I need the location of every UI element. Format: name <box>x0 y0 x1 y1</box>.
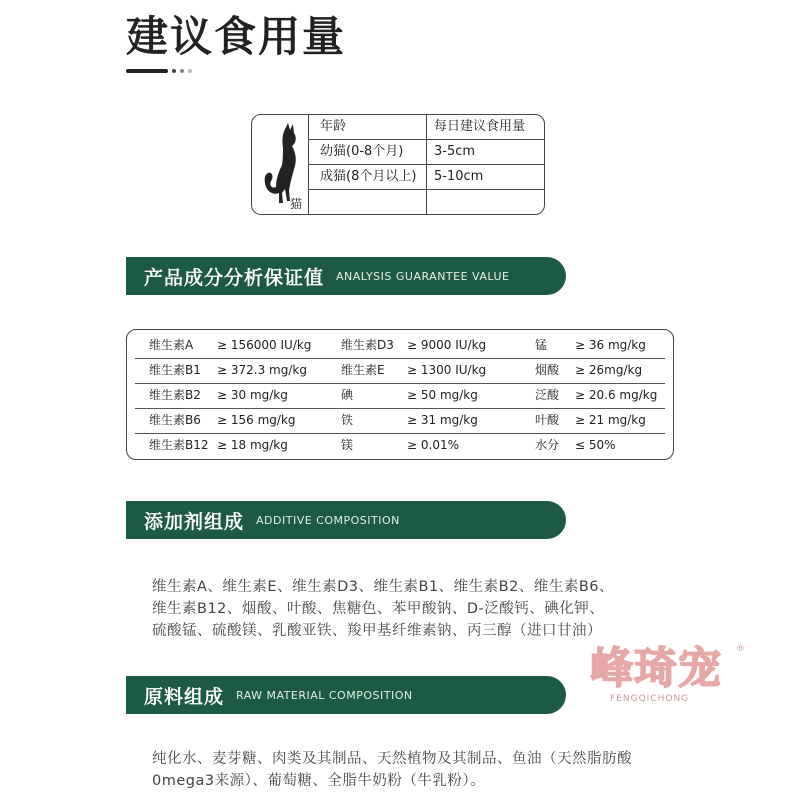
nutrient-value: ≥ 18 mg/kg <box>217 438 288 452</box>
nutrient-name: 水分 <box>535 438 560 452</box>
raw-title: 原料组成 <box>144 685 225 708</box>
nutrient-value: ≥ 1300 IU/kg <box>407 363 487 377</box>
age-header: 年龄 <box>308 115 427 139</box>
analysis-title-en: ANALYSIS GUARANTEE VALUE <box>336 269 510 283</box>
nutrient-name: 叶酸 <box>535 413 560 427</box>
divider-dot-1 <box>172 69 176 73</box>
nutrient-value: ≥ 20.6 mg/kg <box>575 388 658 402</box>
nutrient-name: 泛酸 <box>535 388 560 402</box>
nutrient-name: 烟酸 <box>535 363 560 377</box>
nutrient-value: ≥ 156000 IU/kg <box>217 338 312 352</box>
raw-title-en: RAW MATERIAL COMPOSITION <box>236 688 413 702</box>
nutrient-name: 维生素E <box>341 363 385 377</box>
analysis-banner <box>126 257 566 295</box>
age-cell: 成猫(8个月以上) <box>308 165 427 189</box>
nutrient-name: 维生素B2 <box>149 388 201 402</box>
table-row <box>135 433 665 458</box>
divider-dot-3 <box>188 69 192 73</box>
watermark-sub: FENGQICHONG <box>610 694 690 704</box>
table-row <box>135 383 665 409</box>
table-row <box>308 190 545 215</box>
table-row <box>135 408 665 434</box>
nutrient-value: ≥ 26mg/kg <box>575 363 643 377</box>
nutrient-name: 铁 <box>341 413 354 427</box>
additive-line: 维生素A、维生素E、维生素D3、维生素B1、维生素B2、维生素B6、 <box>152 579 614 595</box>
table-row <box>308 165 545 190</box>
feeding-header-row <box>308 115 545 140</box>
nutrient-name: 维生素D3 <box>341 338 394 352</box>
age-cell: 幼猫(0-8个月) <box>308 140 427 164</box>
animal-label: 猫 <box>290 197 303 211</box>
nutrient-value: ≥ 372.3 mg/kg <box>217 363 307 377</box>
nutrient-name: 维生素A <box>149 338 194 352</box>
additive-title: 添加剂组成 <box>144 510 245 533</box>
nutrient-name: 碘 <box>341 388 354 402</box>
analysis-table <box>126 329 674 460</box>
title-divider <box>126 69 192 73</box>
amount-header: 每日建议食用量 <box>434 119 526 134</box>
amount-cell: 3-5cm <box>434 144 476 159</box>
nutrient-name: 锰 <box>535 338 548 352</box>
table-row <box>135 333 665 359</box>
additive-banner <box>126 501 566 539</box>
raw-line: 0mega3来源）、葡萄糖、全脂牛奶粉（牛乳粉）。 <box>152 773 486 789</box>
nutrient-name: 维生素B1 <box>149 363 201 377</box>
nutrient-name: 维生素B6 <box>149 413 201 427</box>
amount-cell: 5-10cm <box>434 169 484 184</box>
divider-bar <box>126 69 168 73</box>
cat-column <box>252 115 309 214</box>
raw-line: 纯化水、麦芽糖、肉类及其制品、天然植物及其制品、鱼油（天然脂肪酸 <box>152 751 632 767</box>
additive-text <box>152 576 614 642</box>
table-row <box>308 140 545 165</box>
nutrient-name: 镁 <box>341 438 354 452</box>
divider-dot-2 <box>180 69 184 73</box>
raw-text <box>152 748 632 792</box>
nutrient-value: ≥ 9000 IU/kg <box>407 338 487 352</box>
nutrient-value: ≥ 36 mg/kg <box>575 338 646 352</box>
nutrient-name: 维生素B12 <box>149 438 209 452</box>
nutrient-value: ≥ 21 mg/kg <box>575 413 646 427</box>
page-title: 建议食用量 <box>126 12 347 61</box>
nutrient-value: ≥ 50 mg/kg <box>407 388 478 402</box>
raw-banner <box>126 676 566 714</box>
additive-line: 维生素B12、烟酸、叶酸、焦糖色、苯甲酸钠、D-泛酸钙、碘化钾、 <box>152 601 605 617</box>
age-cell <box>308 190 427 215</box>
registered-mark: ® <box>736 644 745 654</box>
amount-cell <box>427 190 545 215</box>
additive-title-en: ADDITIVE COMPOSITION <box>256 513 400 527</box>
additive-line: 硫酸锰、硫酸镁、乳酸亚铁、羧甲基纤维素钠、丙三醇（进口甘油） <box>152 623 602 639</box>
watermark-logo: 峰琦宠 <box>590 644 722 694</box>
table-row <box>135 358 665 384</box>
nutrient-value: ≥ 0.01% <box>407 438 459 452</box>
nutrient-value: ≥ 30 mg/kg <box>217 388 288 402</box>
nutrient-value: ≥ 31 mg/kg <box>407 413 478 427</box>
nutrient-value: ≤ 50% <box>575 438 616 452</box>
nutrient-value: ≥ 156 mg/kg <box>217 413 296 427</box>
brand-watermark <box>590 644 750 714</box>
analysis-title: 产品成分分析保证值 <box>144 266 325 289</box>
feeding-table <box>251 114 545 215</box>
